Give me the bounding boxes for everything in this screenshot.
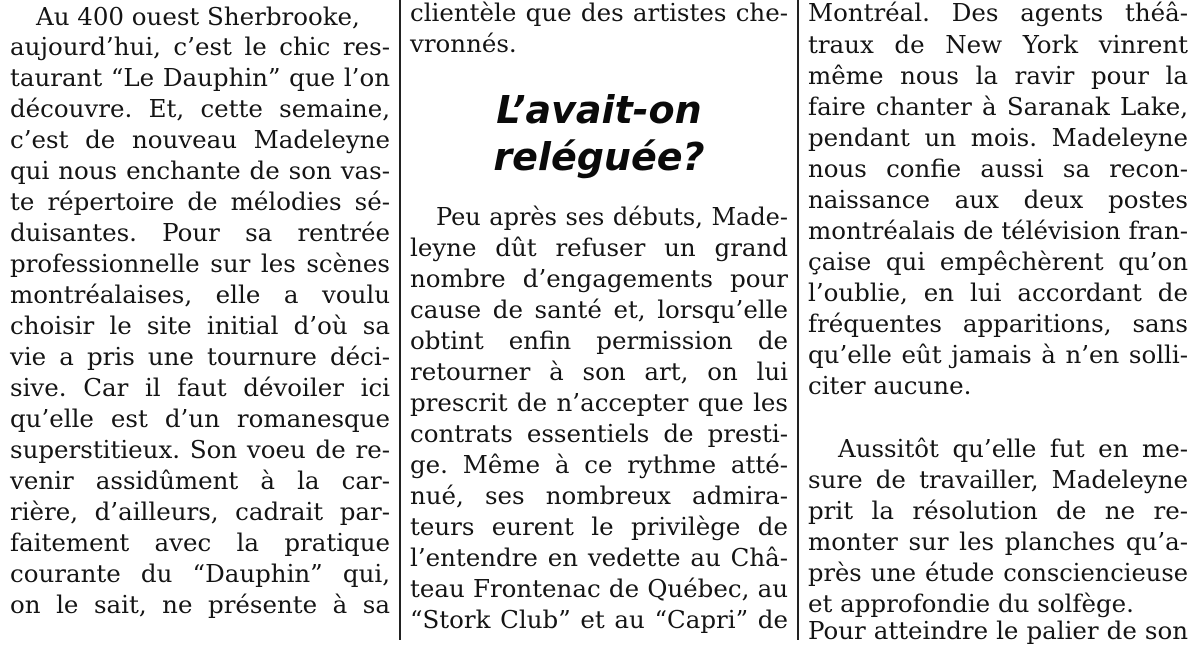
text-line: prit la résolution de ne re- [808,496,1188,525]
text-line: taurant “Le Dauphin” que l’on [10,63,390,92]
text-line: çaise qui empêchèrent qu’on [808,247,1188,276]
text-line: prescrit de n’accepter que les [410,388,788,417]
text-line: sive. Car il faut dévoiler ici [10,373,390,402]
text-line: vie a pris une tournure déci- [10,342,390,371]
text-line: on le sait, ne présente à sa [10,590,390,619]
text-line: Au 400 ouest Sherbrooke, [36,2,360,31]
text-line: nous confie aussi sa recon- [808,154,1188,183]
text-line: courante du “Dauphin” qui, [10,559,390,588]
text-line: venir assidûment à la car- [10,466,390,495]
text-line: pendant un mois. Madeleyne [808,123,1188,152]
text-line: te répertoire de mélodies sé- [10,187,390,216]
text-line: professionnelle sur les scènes [10,249,390,278]
text-line: et approfondie du solfège. [808,589,1134,618]
column-3 [808,0,1188,645]
text-line: qui nous enchante de son vas- [10,156,390,185]
text-line: ge. Même à ce rythme atté- [410,450,788,479]
text-line: sure de travailler, Madeleyne [808,465,1188,494]
text-line: rière, d’ailleurs, cadrait par- [10,497,390,526]
text-line: près une étude consciencieuse [808,559,1188,587]
column-rule [399,0,401,640]
text-line: qu’elle est d’un romanesque [10,404,390,433]
text-line: “Stork Club” et au “Capri” de [410,605,788,634]
text-line: choisir le site initial d’où sa [10,311,390,340]
text-line: leyne dût refuser un grand [410,233,788,262]
text-line: qu’elle eût jamais à n’en solli- [808,340,1188,369]
column-rule [797,0,799,640]
text-line: c’est de nouveau Madeleyne [10,125,390,154]
text-line: faire chanter à Saranak Lake, [808,92,1188,121]
text-line: même nous la ravir pour la [808,61,1188,90]
text-line: montréalais de télévision fran- [808,216,1188,245]
text-line: l’oublie, en lui accordant de [808,278,1188,307]
text-line: Pour atteindre le palier de son [808,616,1188,645]
column-1 [10,0,390,640]
column-2 [410,0,788,640]
text-line: superstitieux. Son voeu de re- [10,435,390,464]
text-line: monter sur les planches qu’a- [808,527,1188,556]
text-line: duisantes. Pour sa rentrée [10,218,390,247]
text-line: nombre d’engagements pour [410,264,788,293]
text-line: cause de santé et, lorsqu’elle [410,295,788,324]
text-line: Aussitôt qu’elle fut en me- [838,434,1188,463]
text-line: montréalaises, elle a voulu [10,280,390,309]
text-line: faitement avec la pratique [10,528,390,557]
subheadline: reléguée? [493,135,705,179]
text-line: nué, ses nombreux admira- [410,481,788,510]
text-line: traux de New York vinrent [808,30,1188,59]
text-line: aujourd’hui, c’est le chic res- [10,32,390,61]
subheadline: L’avait-on [496,88,702,132]
text-line: naissance aux deux postes [808,185,1188,214]
text-line: l’entendre en vedette au Châ- [410,543,788,572]
text-line: retourner à son art, on lui [410,357,788,386]
text-line: Peu après ses débuts, Made- [436,203,788,231]
text-line: Montréal. Des agents théâ- [808,0,1188,27]
text-line: citer aucune. [808,371,972,400]
text-line: obtint enfin permission de [410,326,788,355]
text-line: teau Frontenac de Québec, au [410,574,788,603]
text-line: contrats essentiels de presti- [410,419,788,448]
text-line: clientèle que des artistes che- [410,0,788,27]
text-line: découvre. Et, cette semaine, [10,94,390,123]
text-line: teurs eurent le privilège de [410,512,788,541]
text-line: fréquentes apparitions, sans [808,309,1188,338]
text-line: vronnés. [410,29,517,58]
